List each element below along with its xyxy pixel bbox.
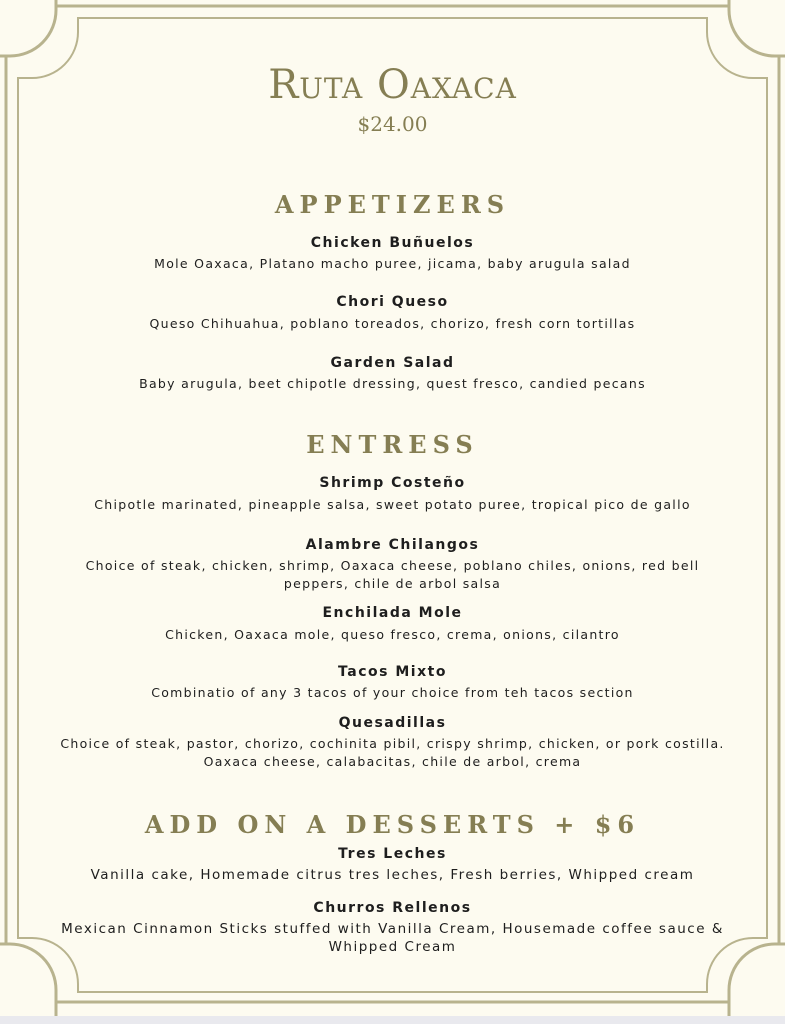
section-heading-desserts: ADD ON A DESSERTS + $6 <box>144 810 641 839</box>
restaurant-title: Ruta Oaxaca <box>268 62 517 108</box>
item-name: Garden Salad <box>330 355 455 371</box>
section-heading-entrees: ENTRESS <box>306 430 479 459</box>
item-name: Shrimp Costeño <box>319 475 466 491</box>
item-name: Quesadillas <box>338 715 447 731</box>
item-description: Choice of steak, pastor, chorizo, cochinita pibil, crispy shrimp, chicken, or pork costilla. Oaxaca cheese, calabacitas, chile de arbol, crema <box>60 736 725 769</box>
item-description: Chipotle marinated, pineapple salsa, sweet potato puree, tropical pico de gallo <box>94 497 691 512</box>
item-description: Mexican Cinnamon Sticks stuffed with Vanilla Cream, Housemade coffee sauce & Whipped Cream <box>61 921 724 955</box>
item-name: Tacos Mixto <box>338 664 447 680</box>
item-name: Alambre Chilangos <box>305 537 480 553</box>
item-description: Combinatio of any 3 tacos of your choice from teh tacos section <box>151 685 634 700</box>
item-name: Churros Rellenos <box>313 900 472 916</box>
item-description: Chicken, Oaxaca mole, queso fresco, crema, onions, cilantro <box>165 627 620 642</box>
item-description: Queso Chihuahua, poblano toreados, chorizo, fresh corn tortillas <box>149 316 636 331</box>
item-name: Enchilada Mole <box>322 605 463 621</box>
item-description: Choice of steak, chicken, shrimp, Oaxaca cheese, poblano chiles, onions, red bell peppers, chile de arbol salsa <box>85 558 700 591</box>
item-description: Baby arugula, beet chipotle dressing, quest fresco, candied pecans <box>139 376 646 391</box>
item-name: Tres Leches <box>338 846 447 862</box>
section-heading-appetizers: APPETIZERS <box>274 190 511 219</box>
item-name: Chori Queso <box>336 294 449 310</box>
item-description: Vanilla cake, Homemade citrus tres leches, Fresh berries, Whipped cream <box>90 867 695 883</box>
item-description: Mole Oaxaca, Platano macho puree, jicama, baby arugula salad <box>154 256 631 271</box>
item-name: Chicken Buñuelos <box>310 235 475 251</box>
menu-price: $24.00 <box>357 112 428 136</box>
